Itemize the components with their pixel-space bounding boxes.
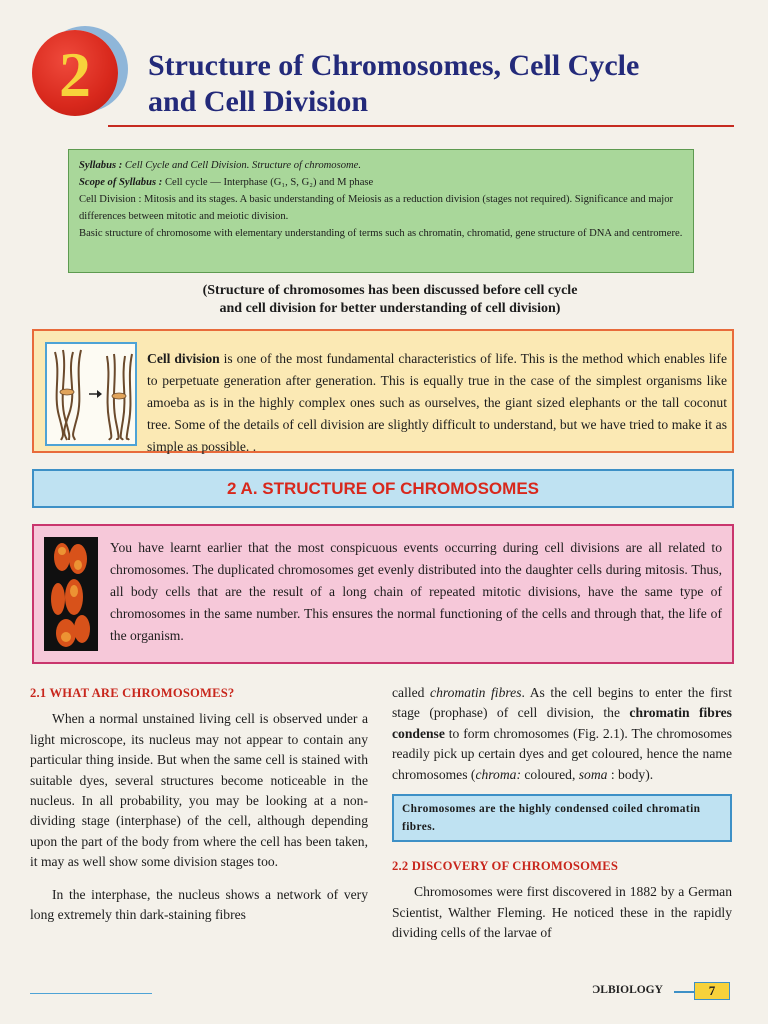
chapter-title-line-1: Structure of Chromosomes, Cell Cycle xyxy=(148,49,640,82)
syllabus-line xyxy=(79,157,683,174)
cell-division-paragraph xyxy=(147,348,727,458)
term-soma: soma xyxy=(578,766,608,782)
structure-note-line-1: (Structure of chromosomes has been discussed before cell cycle xyxy=(202,283,578,298)
paragraph-interphase: In the interphase, the nucleus shows a network of very long extremely thin dark-staining fibres xyxy=(30,886,368,923)
definition-highlight-box: Chromosomes are the highly condensed coiled chromatin fibres. xyxy=(392,794,732,842)
structure-note xyxy=(120,282,660,318)
text-run: called xyxy=(392,685,431,700)
syllabus-cell-division-line: Cell Division : Mitosis and its stages. A basic understanding of Meiosis as a reduction division (stages not required). Significance and major differences between mitotic and meiotic division. xyxy=(79,194,674,222)
chromosome-duplication-illustration xyxy=(45,342,137,446)
chromosome-intro-box xyxy=(32,524,734,664)
chromosome-intro-paragraph: You have learnt earlier that the most conspicuous events occurring during cell divisions are all related to chromosomes. The duplicated chromosomes get evenly distributed into the daughter cells during mitosis. Thus, all body cells that are the result of a long chain of repeated mitotic divisions, have the same type of chromosomes in the same number. This ensures the normal functioning of the cells and through that, the life of the organism. xyxy=(110,540,722,643)
term-chroma: chroma: xyxy=(475,766,521,782)
footer-rule xyxy=(30,993,152,994)
syllabus-chromosome-line: Basic structure of chromosome with elementary understanding of terms such as chromatin, chromatid, gene structure of DNA and centromere. xyxy=(79,228,683,239)
cell-division-term: Cell division xyxy=(147,351,220,366)
scope-text: Cell cycle — Interphase (G₁, S, G₂) and M phase xyxy=(164,177,374,188)
section-heading-discovery: 2.2 DISCOVERY OF CHROMOSOMES xyxy=(392,859,619,874)
section-banner: 2 A. STRUCTURE OF CHROMOSOMES xyxy=(32,469,734,508)
text-run: to form chromosomes (Fig. 2.1). The chromosomes readily pick up certain dyes and get coloured, hence the name chromosomes ( xyxy=(392,725,732,782)
paragraph-chromatin-fibres xyxy=(392,683,732,785)
syllabus-box xyxy=(68,149,694,273)
footer-connector xyxy=(674,991,694,993)
right-column xyxy=(392,683,732,944)
cell-division-text: is one of the most fundamental characteristics of life. This is the method which enables life to perpetuate generation after generation. This is equally true in the case of the simplest organisms like amoeba as is in the highly complex ones such as ourselves, the giant sized elephants or the tall coconut tree. Some of the details of cell division are slightly difficult to understand, but we have tried to make it as simple as possible. . xyxy=(147,351,727,454)
left-column xyxy=(30,683,368,925)
text-run: : body). xyxy=(607,766,654,782)
paragraph-discovery: Chromosomes were first discovered in 1882 by a German Scientist, Walther Fleming. He noticed these in the rapidly dividing cells of the larvae of xyxy=(392,884,732,941)
page-number: 7 xyxy=(694,982,730,1000)
chapter-number: 2 xyxy=(59,39,91,110)
text-run: . As the cell begins to enter the first stage (prophase) of cell division, the xyxy=(392,685,732,721)
stained-chromosome-icon xyxy=(44,537,98,651)
section-heading-what-are-chromosomes: 2.1 WHAT ARE CHROMOSOMES? xyxy=(30,686,235,700)
scope-line xyxy=(79,174,683,191)
paragraph-light-microscope: When a normal unstained living cell is observed under a light microscope, its nucleus may not appear to contain any particular thing inside. But when the same cell is stained with suitable dyes, several structures become noticeable in the nucleus. In all probability, you may be looking at a non-dividing stage (interphase) of the cell, although depending upon the part of the body from where the cell has been taken, it may as well show some division stages too. xyxy=(30,711,368,870)
term-chromatin-fibres-condense: chromatin fibres condense xyxy=(392,705,732,741)
term-chromatin-fibres: chromatin fibres xyxy=(430,685,522,700)
syllabus-label: Syllabus : xyxy=(79,160,123,171)
chromosome-duplication-icon xyxy=(47,344,135,444)
chapter-title-line-2: and Cell Division xyxy=(148,85,369,118)
structure-note-line-2: and cell division for better understanding of cell division) xyxy=(219,301,561,316)
text-run: coloured, xyxy=(521,766,579,782)
cell-division-box xyxy=(32,329,734,453)
scope-label: Scope of Syllabus : xyxy=(79,177,163,188)
footer-book-label: ƆLBIOLOGY xyxy=(592,984,663,996)
syllabus-text: Cell Cycle and Cell Division. Structure of chromosome. xyxy=(124,160,361,171)
chapter-title-rule xyxy=(108,125,734,127)
chapter-title xyxy=(148,48,728,120)
chromosome-photo xyxy=(44,537,98,651)
